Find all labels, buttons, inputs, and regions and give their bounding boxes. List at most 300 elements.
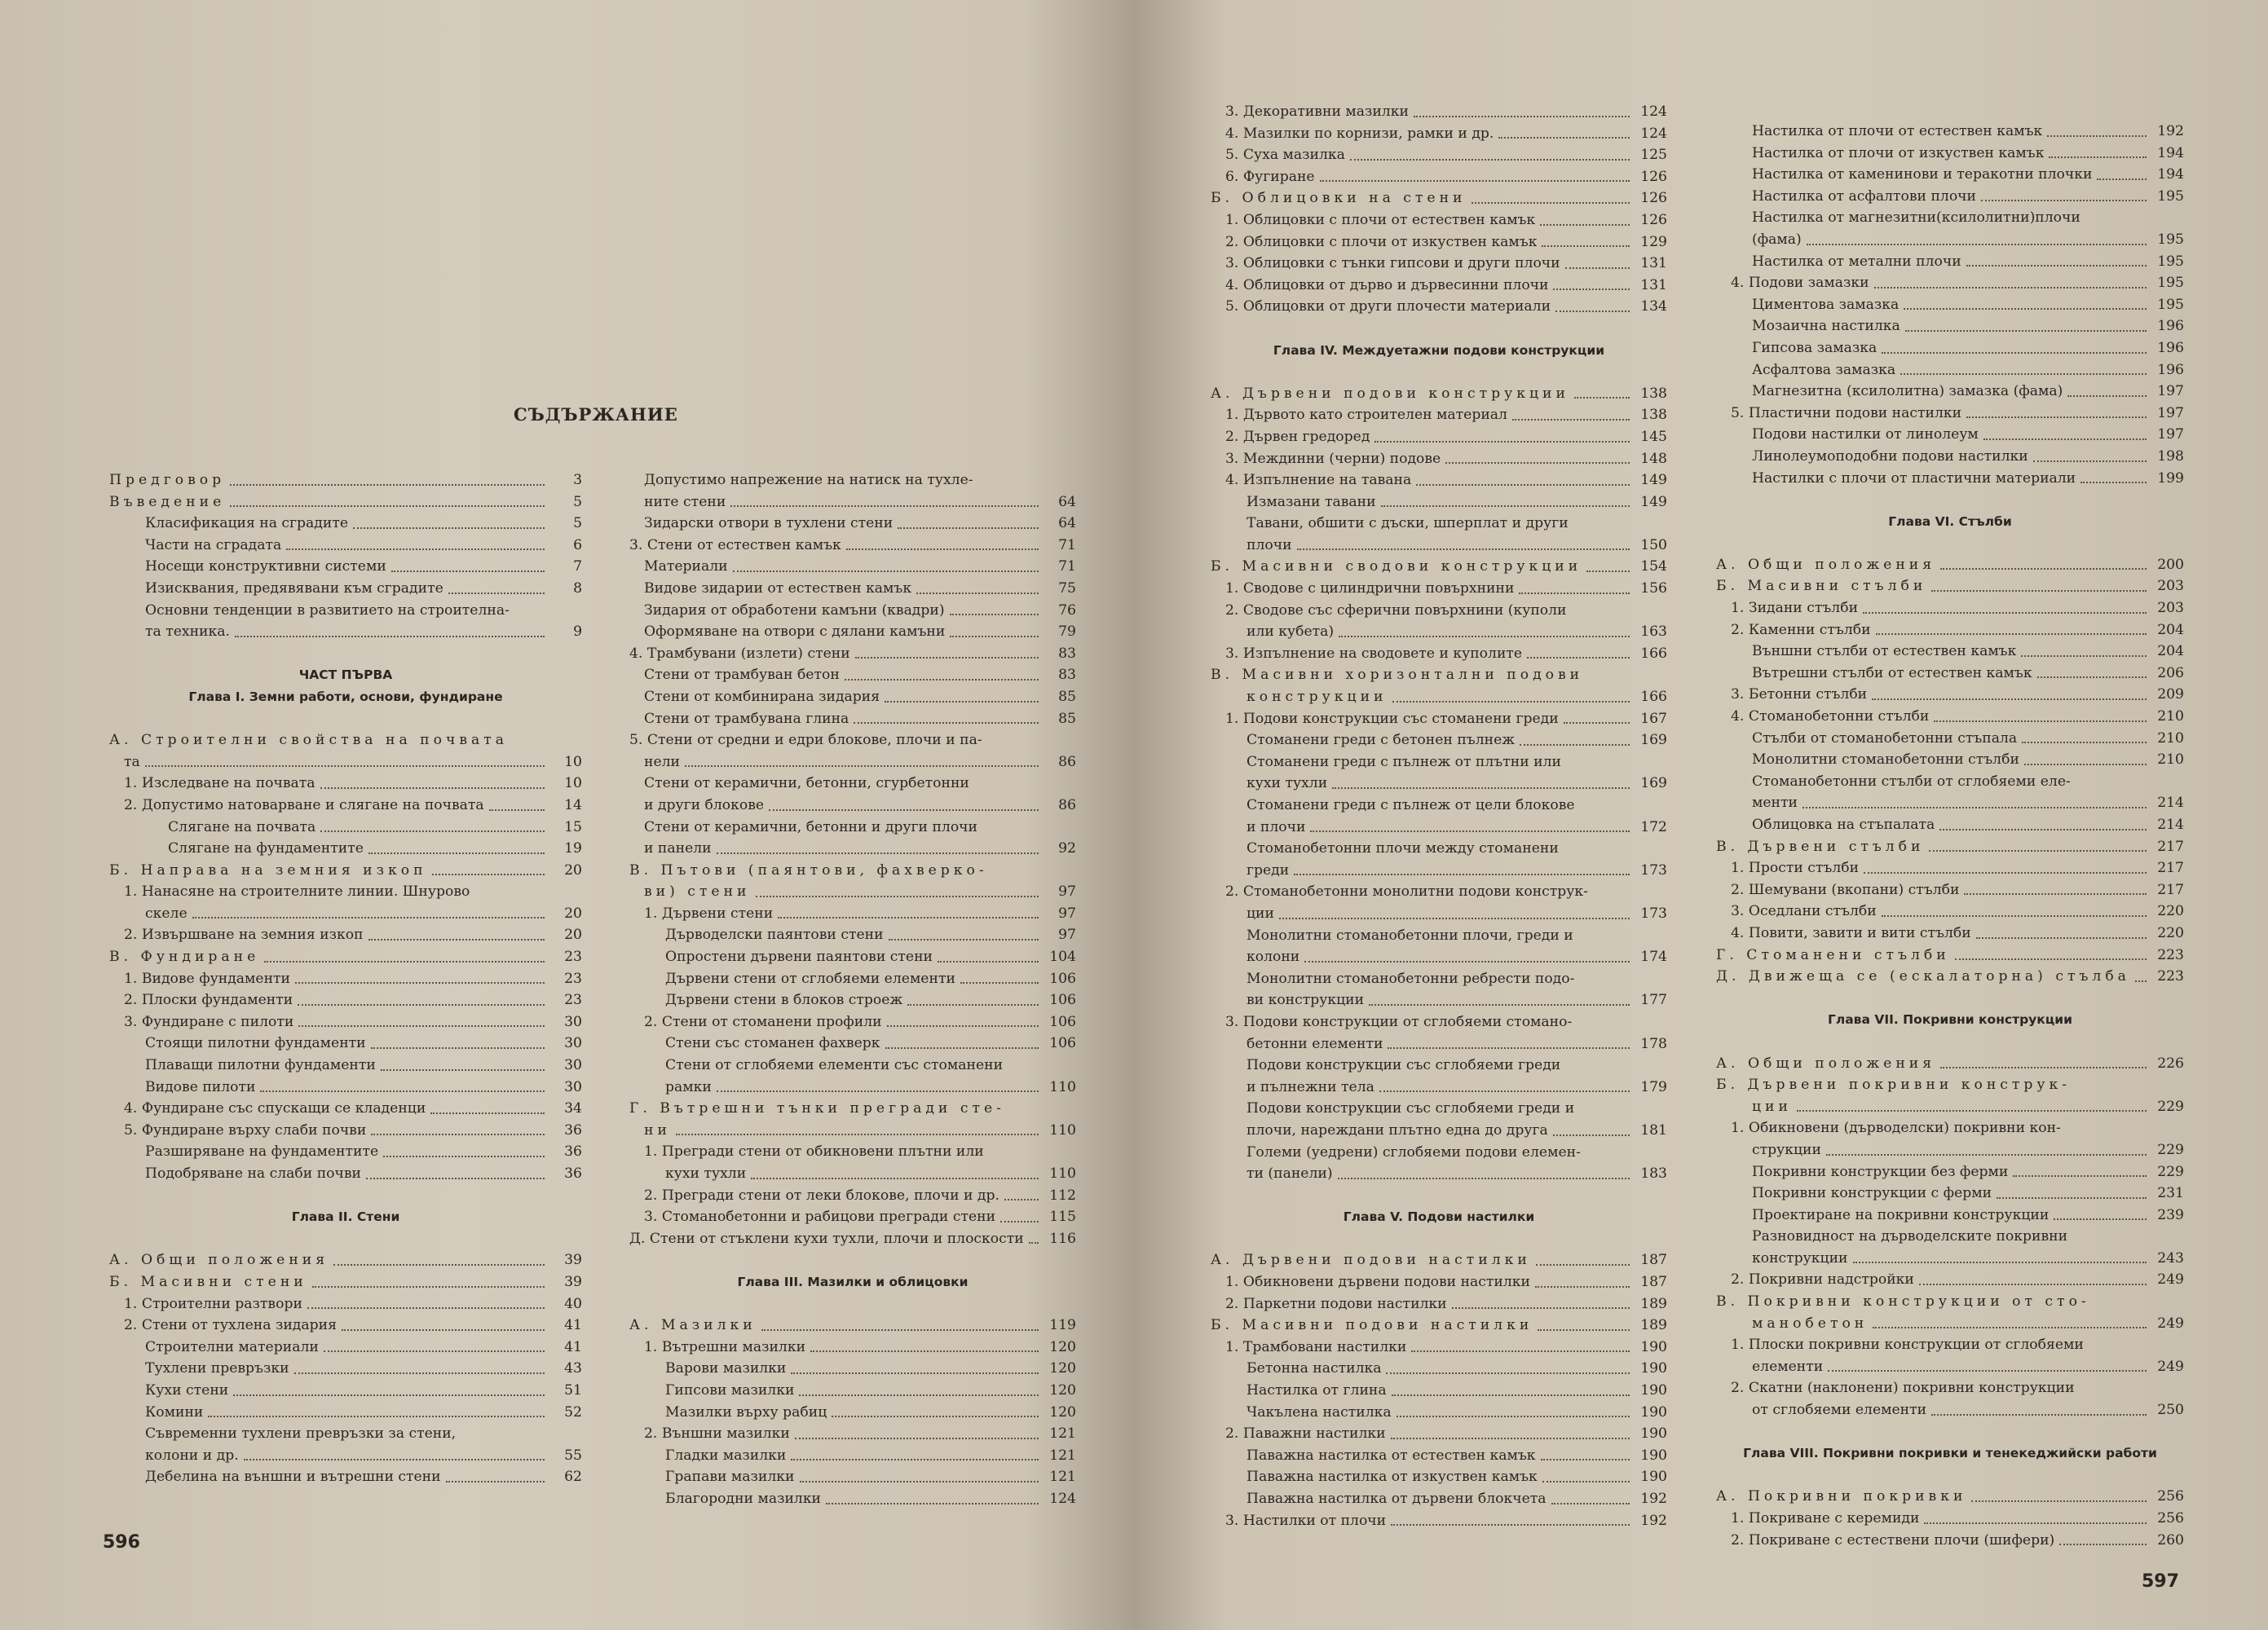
toc-entry <box>1211 187 1667 209</box>
toc-entry <box>1716 706 2184 728</box>
toc-entry-line <box>629 1098 1076 1120</box>
toc-entry-text: Настилка от метални плочи <box>1752 253 1961 270</box>
toc-page-number: 10 <box>564 753 582 770</box>
toc-entry <box>1716 792 2184 814</box>
toc-entry <box>1716 1161 2184 1183</box>
dot-leader <box>717 852 1039 854</box>
toc-entry <box>109 989 582 1011</box>
toc-entry <box>1211 1445 1667 1467</box>
toc-entry-text: 2. Стени от стоманени профили <box>644 1013 882 1030</box>
toc-entry <box>1211 296 1667 318</box>
toc-entry-text: Допустимо напрежение на натиск на тухле- <box>644 472 973 488</box>
toc-entry <box>1716 229 2184 251</box>
dot-leader <box>2067 395 2147 397</box>
toc-entry-text: Чакълена настилка <box>1247 1403 1392 1421</box>
dot-leader <box>1386 1372 1630 1374</box>
toc-page-number: 209 <box>2157 686 2184 703</box>
toc-entry <box>1716 424 2184 446</box>
toc-entry-text: 3. Подови конструкции от сглобяеми стомано- <box>1225 1013 1573 1030</box>
toc-page-number: 41 <box>564 1338 582 1355</box>
toc-entry <box>1211 1163 1667 1185</box>
toc-entry-text: 1. Дървото като строителен материал <box>1225 407 1507 424</box>
dot-leader <box>2022 742 2147 743</box>
dot-leader <box>192 917 545 919</box>
toc-page-number: 220 <box>2157 924 2184 941</box>
toc-entry-text: струкции <box>1752 1141 1821 1158</box>
toc-page-number: 173 <box>1640 861 1667 879</box>
toc-entry-text: В. Покривни конструкции от сто- <box>1716 1293 2090 1311</box>
toc-entry-text: 1. Вътрешни мазилки <box>644 1338 806 1355</box>
dot-leader <box>1411 1350 1630 1352</box>
dot-leader <box>1934 720 2147 722</box>
toc-page-number: 30 <box>564 1013 582 1030</box>
toc-page-number: 126 <box>1640 190 1667 207</box>
toc-entry-text: Настилка от плочи от естествен камък <box>1752 123 2043 139</box>
toc-page-number: 71 <box>1058 536 1076 553</box>
dot-leader <box>233 1394 545 1396</box>
dot-leader <box>898 527 1039 529</box>
dot-leader <box>1929 850 2147 852</box>
toc-entry-line <box>1211 968 1667 990</box>
toc-page-number: 20 <box>564 927 582 944</box>
toc-entry-text: 3. Декоративни мазилки <box>1225 104 1409 120</box>
dot-leader <box>2135 980 2147 982</box>
toc-entry <box>109 773 582 795</box>
toc-page-number: 192 <box>1640 1491 1667 1507</box>
toc-entry <box>1211 1380 1667 1402</box>
toc-entry-text: А. Строителни свойства на почвата <box>109 732 509 749</box>
toc-page-number: 150 <box>1640 536 1667 553</box>
toc-entry <box>1716 728 2184 750</box>
toc-entry <box>629 1315 1076 1337</box>
toc-entry-text: Зидария от обработени камъни (квадри) <box>644 601 945 619</box>
toc-entry-text: 2. Външни мазилки <box>644 1425 790 1443</box>
toc-page-number: 194 <box>2157 144 2184 161</box>
toc-entry <box>109 1466 582 1488</box>
toc-entry <box>109 556 582 578</box>
toc-entry-line <box>1211 1142 1667 1164</box>
toc-page-number: 190 <box>1640 1382 1667 1399</box>
dot-leader <box>761 1329 1039 1331</box>
toc-page-number: 30 <box>564 1035 582 1052</box>
toc-entry <box>1716 923 2184 945</box>
toc-entry-line <box>1716 1334 2184 1356</box>
toc-entry-text: В. Дървени стълби <box>1716 838 1925 855</box>
toc-entry <box>629 1077 1076 1099</box>
toc-gap <box>1716 1031 2184 1053</box>
dot-leader <box>1391 1524 1630 1526</box>
toc-page-number: 83 <box>1058 667 1076 684</box>
toc-entry-text: 1. Обикновени дървени подови настилки <box>1225 1274 1531 1291</box>
toc-entry <box>629 1358 1076 1380</box>
toc-entry <box>109 535 582 557</box>
toc-entry-text: ции <box>1752 1098 1792 1115</box>
toc-entry-text: Монолитни стоманобетонни плочи, греди и <box>1247 927 1573 944</box>
toc-entry <box>1211 275 1667 297</box>
toc-page-number: 183 <box>1640 1165 1667 1183</box>
toc-entry-line <box>1716 1117 2184 1139</box>
toc-page-number: 249 <box>2157 1271 2184 1289</box>
toc-entry <box>1716 1530 2184 1552</box>
toc-entry-text: 2. Допустимо натоварване и слягане на почвата <box>124 796 484 813</box>
toc-page-number: 41 <box>564 1317 582 1334</box>
dot-leader <box>1397 1416 1630 1417</box>
toc-page-number: 194 <box>2157 166 2184 183</box>
dot-leader <box>1873 1327 2147 1328</box>
toc-page-number: 195 <box>2157 275 2184 292</box>
toc-entry <box>109 924 582 946</box>
toc-entry-text: 5. Стени от средни и едри блокове, плочи и па- <box>629 732 982 749</box>
dot-leader <box>371 1134 545 1135</box>
toc-page-number: 3 <box>573 472 582 488</box>
toc-page-number: 76 <box>1058 601 1076 619</box>
dot-leader <box>1553 289 1630 290</box>
toc-page-number: 196 <box>2157 361 2184 378</box>
dot-leader <box>230 484 545 486</box>
toc-page-number: 64 <box>1058 493 1076 510</box>
dot-leader <box>1320 180 1630 182</box>
dot-leader <box>1542 1481 1630 1482</box>
toc-entry-text: Плаващи пилотни фундаменти <box>145 1057 376 1074</box>
toc-entry <box>629 708 1076 730</box>
toc-gap <box>629 1249 1076 1271</box>
dot-leader <box>1519 593 1630 594</box>
dot-leader <box>1955 958 2147 960</box>
toc-entry <box>1716 468 2184 490</box>
toc-entry-text: Б. Масивни сводови конструкции <box>1211 558 1582 575</box>
toc-entry <box>629 600 1076 622</box>
toc-entry <box>1211 773 1667 795</box>
dot-leader <box>676 1134 1039 1135</box>
toc-entry <box>109 1011 582 1033</box>
dot-leader <box>264 961 545 963</box>
toc-entry-text: Гипсова замазка <box>1752 339 1877 356</box>
toc-column-4 <box>1716 121 2184 1551</box>
toc-entry <box>629 946 1076 968</box>
dot-leader <box>1940 1067 2147 1068</box>
toc-page-number: 148 <box>1640 450 1667 467</box>
toc-entry-text: Настилка от каменинови и теракотни плочки <box>1752 166 2093 183</box>
toc-page-number: 199 <box>2157 469 2184 487</box>
toc-entry <box>1211 469 1667 491</box>
toc-entry-text: та техника. <box>145 623 230 641</box>
toc-entry-text: Мозаична настилка <box>1752 318 1900 335</box>
toc-entry-text: Опростени дървени паянтови стени <box>665 949 933 966</box>
dot-leader <box>2021 655 2147 657</box>
toc-entry-text: манобетон <box>1752 1315 1869 1332</box>
dot-leader <box>717 1090 1039 1092</box>
dot-leader <box>1574 397 1630 399</box>
toc-entry-text: (фама) <box>1752 231 1802 248</box>
dot-leader <box>2024 764 2147 765</box>
toc-page-number: 86 <box>1058 753 1076 770</box>
dot-leader <box>751 1178 1039 1179</box>
toc-entry-text: скеле <box>145 905 188 922</box>
dot-leader <box>1872 698 2147 700</box>
toc-entry-text: Стоманобетонни плочи между стоманени <box>1247 840 1559 857</box>
toc-entry-text: нели <box>644 753 681 770</box>
dot-leader <box>950 614 1039 615</box>
toc-page-number: 260 <box>2157 1531 2184 1548</box>
dot-leader <box>1416 484 1630 486</box>
toc-entry-text: 2. Дървен гредоред <box>1225 428 1370 445</box>
toc-page-number: 187 <box>1640 1252 1667 1269</box>
toc-entry-text: 3. Стоманобетонни и рабицови прегради стени <box>644 1209 996 1226</box>
toc-entry <box>629 1402 1076 1424</box>
toc-entry-text: конструкции <box>1752 1249 1848 1267</box>
dot-leader <box>1381 505 1630 507</box>
toc-page-number: 6 <box>573 536 582 553</box>
toc-entry-text: Стоманени греди с бетонен пълнеж <box>1247 732 1516 749</box>
toc-column-3 <box>1211 101 1667 1531</box>
toc-entry-text: Стени от трамбувана глина <box>644 710 849 727</box>
toc-page-number: 190 <box>1640 1425 1667 1443</box>
toc-entry-text: В. Масивни хоризонтални подови <box>1211 667 1584 684</box>
toc-page-number: 14 <box>564 796 582 813</box>
toc-page-number: 5 <box>573 515 582 532</box>
toc-gap <box>1716 489 2184 511</box>
toc-page-number: 85 <box>1058 688 1076 705</box>
toc-page-number: 166 <box>1640 645 1667 662</box>
dot-leader <box>295 982 545 984</box>
chapter-heading: Глава VII. Покривни конструкции <box>1827 1012 2073 1028</box>
toc-entry <box>1211 426 1667 448</box>
toc-entry <box>109 1163 582 1185</box>
toc-entry <box>109 1055 582 1077</box>
toc-page-number: 71 <box>1058 558 1076 575</box>
toc-entry-line <box>109 881 582 903</box>
toc-page-number: 9 <box>573 623 582 641</box>
dot-leader <box>2013 1175 2147 1177</box>
toc-page-number: 256 <box>2157 1488 2184 1505</box>
toc-entry-text: А. Мазилки <box>629 1317 757 1334</box>
toc-page-number: 198 <box>2157 447 2184 465</box>
toc-entry <box>1716 337 2184 359</box>
toc-page-number: 220 <box>2157 903 2184 920</box>
toc-gap <box>109 1228 582 1250</box>
toc-entry <box>1211 556 1667 578</box>
toc-entry-text: кухи тухли <box>665 1165 747 1182</box>
dot-leader <box>1551 1503 1630 1504</box>
toc-entry-line <box>1211 838 1667 860</box>
toc-page-number: 195 <box>2157 253 2184 270</box>
dot-leader <box>855 657 1039 659</box>
toc-entry <box>1716 315 2184 337</box>
toc-entry <box>1716 945 2184 967</box>
dot-leader <box>324 1350 545 1352</box>
toc-entry <box>1211 1337 1667 1359</box>
toc-page-number: 250 <box>2157 1402 2184 1419</box>
toc-entry-line <box>629 1141 1076 1163</box>
dot-leader <box>1966 265 2147 267</box>
toc-entry-text: Стоманени греди с пълнеж от цели блокове <box>1247 797 1575 813</box>
dot-leader <box>2033 460 2147 462</box>
toc-entry-text: 2. Шемувани (вкопани) стълби <box>1731 881 1960 898</box>
toc-entry-text: 2. Прегради стени от леки блокове, плочи и др. <box>644 1187 999 1204</box>
dot-leader <box>887 1025 1039 1027</box>
toc-page-number: 190 <box>1640 1469 1667 1486</box>
toc-entry <box>629 686 1076 708</box>
toc-entry <box>109 1033 582 1055</box>
toc-entry-text: ти (панели) <box>1247 1165 1333 1183</box>
toc-page-number: 196 <box>2157 318 2184 335</box>
toc-entry <box>1211 1120 1667 1142</box>
toc-entry <box>629 535 1076 557</box>
dot-leader <box>885 1047 1039 1049</box>
toc-entry <box>109 1098 582 1120</box>
dot-leader <box>371 1047 545 1049</box>
toc-gap <box>109 708 582 730</box>
dot-leader <box>1297 548 1630 550</box>
dot-leader <box>1388 1047 1630 1049</box>
dot-leader <box>1586 570 1630 572</box>
toc-page-number: 39 <box>564 1252 582 1269</box>
toc-page-number: 51 <box>564 1381 582 1399</box>
toc-entry <box>1211 903 1667 925</box>
toc-page-number: 8 <box>573 579 582 597</box>
toc-entry-text: Вътрешни стълби от естествен камък <box>1752 664 2032 681</box>
dot-leader <box>1904 308 2147 310</box>
toc-entry <box>1211 535 1667 557</box>
dot-leader <box>1919 1284 2147 1285</box>
toc-entry <box>1716 857 2184 879</box>
toc-entry <box>1716 164 2184 186</box>
dot-leader <box>1541 1459 1630 1460</box>
dot-leader <box>1964 893 2147 895</box>
toc-entry <box>1716 143 2184 165</box>
dot-leader <box>2059 1544 2147 1545</box>
toc-entry-text: А. Общи положения <box>1716 556 1936 573</box>
toc-entry <box>629 621 1076 643</box>
toc-page-number: 106 <box>1049 1035 1076 1052</box>
dot-leader <box>1374 441 1630 443</box>
toc-page-number: 121 <box>1049 1447 1076 1464</box>
toc-entry-text: Стени от трамбуван бетон <box>644 667 840 684</box>
dot-leader <box>1797 1110 2147 1112</box>
toc-page-number: 214 <box>2157 795 2184 812</box>
dot-leader <box>2037 676 2147 678</box>
toc-entry-text: ции <box>1247 905 1274 922</box>
toc-page-number: 23 <box>564 992 582 1009</box>
dot-leader <box>2097 178 2147 180</box>
toc-entry-text: 3. Облицовки с тънки гипсови и други плочи <box>1225 255 1560 272</box>
toc-page-number: 210 <box>2157 729 2184 747</box>
toc-page-number: 145 <box>1640 428 1667 445</box>
dot-leader <box>368 939 545 941</box>
toc-entry <box>1211 686 1667 708</box>
toc-entry-line <box>629 1055 1076 1077</box>
dot-leader <box>854 722 1039 724</box>
toc-entry-line <box>1211 1098 1667 1120</box>
dot-leader <box>1564 722 1630 724</box>
toc-entry <box>109 1141 582 1163</box>
toc-page-number: 154 <box>1640 558 1667 575</box>
toc-entry-text: Г. Вътрешни тънки прегради сте- <box>629 1100 1005 1117</box>
toc-entry-text: А. Дървени подови настилки <box>1211 1252 1531 1269</box>
toc-page-number: 43 <box>564 1360 582 1377</box>
toc-entry <box>1211 1510 1667 1532</box>
toc-entry-text: Стени със стоманен фахверк <box>665 1035 880 1052</box>
toc-page-number: 30 <box>564 1078 582 1095</box>
toc-page-number: 210 <box>2157 751 2184 769</box>
dot-leader <box>889 939 1039 941</box>
toc-page-number: 192 <box>1640 1512 1667 1529</box>
dot-leader <box>1976 937 2147 939</box>
toc-entry-text: Разновидност на дърводелските покривни <box>1752 1228 2068 1245</box>
dot-leader <box>260 1090 545 1092</box>
toc-page-number: 163 <box>1640 623 1667 641</box>
dot-leader <box>294 1372 545 1374</box>
toc-page-number: 110 <box>1049 1165 1076 1182</box>
toc-entry-line <box>1716 1291 2184 1313</box>
toc-page-number: 124 <box>1640 125 1667 142</box>
toc-entry-text: ните стени <box>644 493 726 510</box>
dot-leader <box>1391 1438 1630 1439</box>
toc-entry-text: 1. Облицовки с плочи от естествен камък <box>1225 211 1536 228</box>
dot-leader <box>312 1286 545 1288</box>
toc-entry <box>1211 1402 1667 1424</box>
toc-entry-text: 2. Сводове със сферични повърхнини (куполи <box>1225 601 1567 619</box>
toc-entry <box>629 1163 1076 1185</box>
toc-entry-text: та <box>124 753 140 770</box>
toc-page-number: 115 <box>1049 1209 1076 1226</box>
toc-entry <box>109 968 582 990</box>
toc-entry <box>109 1358 582 1380</box>
toc-page-number: 83 <box>1058 645 1076 662</box>
toc-entry-text: Подови конструкции със сглобяеми греди <box>1247 1057 1561 1074</box>
dot-leader <box>778 917 1039 919</box>
toc-entry <box>629 1206 1076 1228</box>
toc-entry-text: Съвременни тухлени превръзки за стени, <box>145 1425 457 1443</box>
toc-page-number: 97 <box>1058 883 1076 901</box>
dot-leader <box>1332 787 1630 789</box>
toc-entry-text: ви конструкции <box>1247 992 1365 1009</box>
toc-entry <box>1211 1315 1667 1337</box>
toc-page-number: 256 <box>2157 1510 2184 1526</box>
dot-leader <box>826 1503 1039 1504</box>
toc-entry-text: 2. Покриване с естествени плочи (шифери) <box>1731 1531 2055 1548</box>
toc-page-number: 156 <box>1640 580 1667 597</box>
dot-leader <box>1520 744 1630 746</box>
dot-leader <box>2047 135 2147 137</box>
dot-leader <box>1498 137 1630 139</box>
toc-entry-line <box>109 1423 582 1445</box>
toc-page-number: 120 <box>1049 1403 1076 1421</box>
toc-page-number: 55 <box>564 1447 582 1464</box>
toc-page-number: 190 <box>1640 1447 1667 1464</box>
toc-page-number: 131 <box>1640 255 1667 272</box>
toc-entry <box>1211 448 1667 470</box>
toc-entry-text: Стени от керамични, бетонни и други плочи <box>644 818 978 835</box>
toc-page-number: 104 <box>1049 949 1076 966</box>
toc-entry <box>109 946 582 968</box>
toc-entry <box>1211 860 1667 882</box>
toc-entry-text: греди <box>1247 861 1290 879</box>
toc-page-number: 110 <box>1049 1078 1076 1095</box>
dot-leader <box>366 1178 545 1179</box>
toc-entry-text: Комини <box>145 1403 204 1421</box>
toc-entry-text: Оформяване на отвори с дялани камъни <box>644 623 946 641</box>
toc-entry <box>1211 989 1667 1011</box>
toc-entry <box>1716 359 2184 381</box>
toc-entry-text: А. Покривни покривки <box>1716 1488 1967 1505</box>
toc-entry <box>629 1423 1076 1445</box>
toc-entry-line <box>629 860 1076 882</box>
toc-entry <box>1211 231 1667 253</box>
toc-entry <box>1211 817 1667 839</box>
toc-gap <box>1211 1228 1667 1250</box>
dot-leader <box>208 1416 545 1417</box>
